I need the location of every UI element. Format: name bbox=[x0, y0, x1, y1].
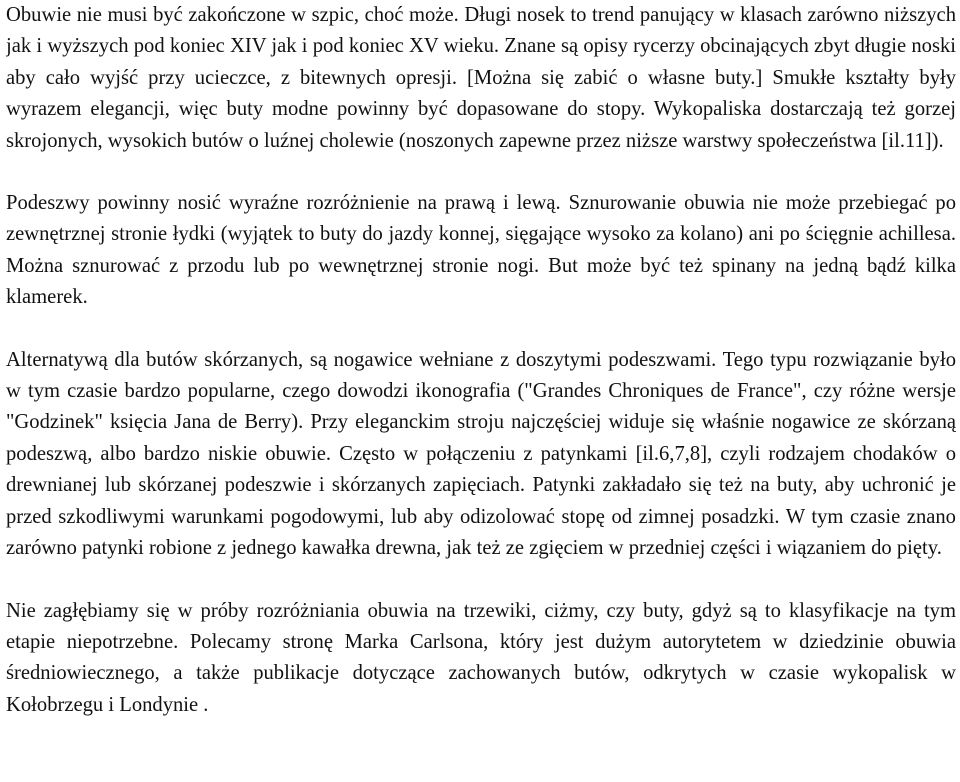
text-segment: Przy eleganckim stroju najczęściej widuje się właśnie nogawice ze skórzaną podeszwą, albo bardzo niskie obuwie. bbox=[6, 411, 956, 465]
paragraph-pointed-toes bbox=[6, 0, 956, 157]
paragraph-spacer bbox=[6, 314, 956, 345]
text-segment: Patynki zakładało się też na buty, aby uchronić je przed szkodliwymi warunkami pogodowymi, lub aby odizolować stopę od zimnej posadzki. bbox=[6, 474, 956, 528]
text-segment: Smukłe kształty były wyrazem elegancji, więc buty modne powinny być dopasowane do stopy. bbox=[6, 66, 956, 121]
text-segment: Polecamy stronę Marka Carlsona, który jest dużym autorytetem w dziedzinie obuwia średniowiecznego, a także publikacje dotyczące zachowanych butów, odkrytych w czasie wykopalisk w Kołobrzegu i Londynie . bbox=[6, 630, 956, 716]
text-segment: W tym czasie znano zarówno patynki robione z jednego kawałka drewna, jak też ze zgięciem w przedniej części i wiązaniem do pięty. bbox=[6, 505, 956, 560]
text-segment: Można sznurować z przodu lub po wewnętrznej stronie nogi. bbox=[6, 254, 549, 277]
paragraph-spacer bbox=[6, 565, 956, 596]
text-segment: But może być też spinany na jedną bądź kilka klamerek. bbox=[6, 254, 956, 309]
text-segment: Nie zagłębiamy się w próby rozróżniania obuwia na trzewiki, ciżmy, czy buty, gdyż są to klasyfikacje na tym etapie niepotrzebne. bbox=[6, 599, 956, 653]
text-segment: Sznurowanie obuwia nie może przebiegać po zewnętrznej stronie łydki (wyjątek to buty do jazdy konnej, sięgające wysoko za kolano) ani po ścięgnie achillesa. bbox=[6, 192, 956, 246]
paragraph-hose-and-pattens bbox=[6, 345, 956, 565]
text-segment: Alternatywą dla butów skórzanych, są nogawice wełniane z doszytymi podeszwami. bbox=[6, 348, 723, 371]
text-segment: Podeszwy powinny nosić wyraźne rozróżnienie na prawą i lewą. bbox=[6, 192, 569, 215]
document-page bbox=[6, 0, 956, 782]
paragraph-classification bbox=[6, 596, 956, 722]
text-segment: Tego typu rozwiązanie było w tym czasie bardzo popularne, czego dowodzi ikonografia ("Grandes Chroniques de France", czy różne wersje "Godzinek" księcia Jana de Berry). bbox=[6, 348, 956, 434]
paragraph-spacer bbox=[6, 157, 956, 188]
text-segment: Obuwie nie musi być zakończone w szpic, choć może. Długi nosek to trend panujący w klasach zarówno niższych jak i wyższych pod koniec XIV jak i pod koniec XV wieku. Znane są opisy rycerzy obcinających zbyt długie noski aby cało wyjść przy ucieczce, z bitewnych opresji. bbox=[6, 4, 956, 89]
text-segment: Wykopaliska dostarczają też gorzej skrojonych, wysokich butów o luźnej cholewie (noszonych zapewne przez niższe warstwy społeczeństwa [il.11]). bbox=[6, 98, 956, 152]
text-segment: [Można się zabić o własne buty.] bbox=[467, 66, 773, 89]
paragraph-soles-and-lacing bbox=[6, 188, 956, 314]
text-segment: Często w połączeniu z patynkami [il.6,7,8], czyli rodzajem chodaków o drewnianej lub skórzanej podeszwie i skórzanych zapięciach. bbox=[6, 442, 956, 497]
